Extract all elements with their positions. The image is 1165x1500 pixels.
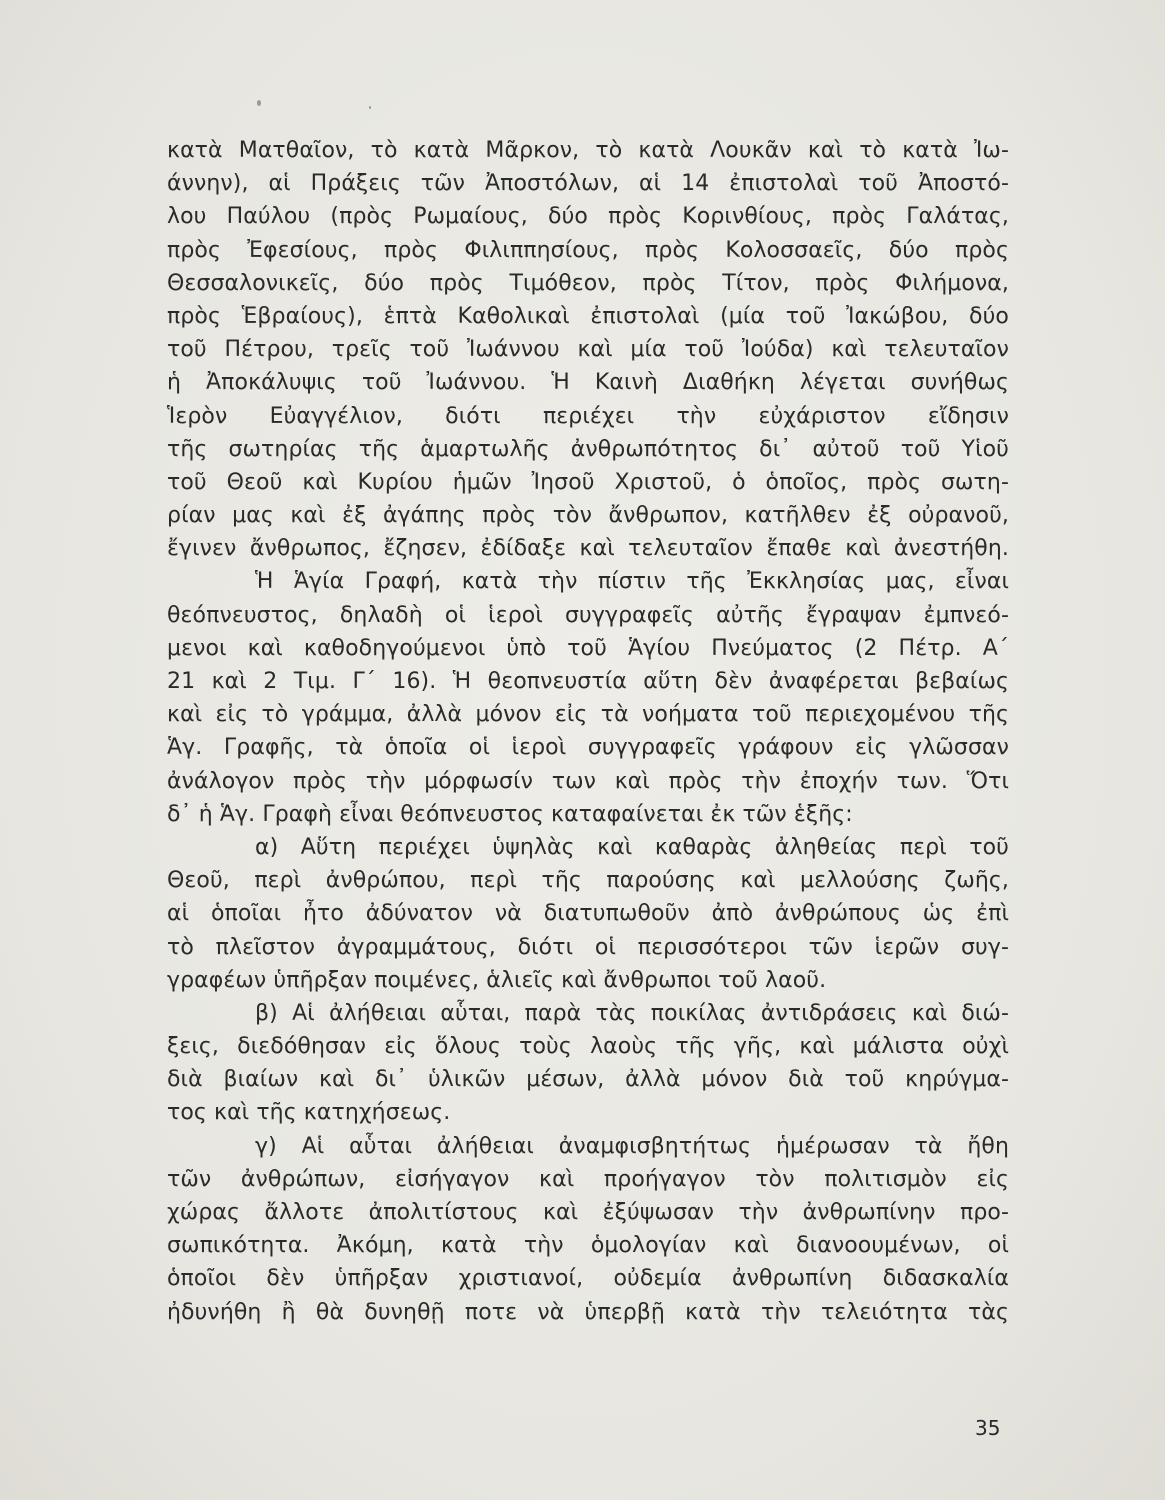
text-line: ἡ Ἀποκάλυψις τοῦ Ἰωάννου. Ἡ Καινὴ Διαθήκη λέγεται συνήθως — [167, 370, 1009, 396]
text-line: θεόπνευστος, δηλαδὴ οἱ ἱεροὶ συγγραφεῖς αὐτῆς ἔγραψαν ἐμπνεό- — [167, 602, 1009, 628]
text-line: ὁποῖοι δὲν ὑπῆρξαν χριστιανοί, οὐδεμία ἀνθρωπίνη διδασκαλία — [167, 1266, 1009, 1292]
text-line: σωπικότητα. Ἀκόμη, κατὰ τὴν ὁμολογίαν καὶ διανοουμένων, οἱ — [167, 1233, 1009, 1259]
text-line: Θεσσαλονικεῖς, δύο πρὸς Τιμόθεον, πρὸς Τίτον, πρὸς Φιλήμονα, — [167, 270, 1009, 296]
text-line: ἀνάλογον πρὸς τὴν μόρφωσίν των καὶ πρὸς τὴν ἐποχήν των. Ὅτι — [167, 768, 1009, 794]
text-line: ἠδυνήθη ἢ θὰ δυνηθῇ ποτε νὰ ὑπερβῇ κατὰ τὴν τελειότητα τὰς — [167, 1299, 1009, 1325]
text-line: Θεοῦ, περὶ ἀνθρώπου, περὶ τῆς παρούσης καὶ μελλούσης ζωῆς, — [167, 868, 1009, 894]
scan-speck — [369, 106, 371, 109]
text-line: πρὸς Ἐφεσίους, πρὸς Φιλιππησίους, πρὸς Κολοσσαεῖς, δύο πρὸς — [167, 237, 1009, 263]
text-line: τοῦ Θεοῦ καὶ Κυρίου ἡμῶν Ἰησοῦ Χριστοῦ, ὁ ὁποῖος, πρὸς σωτη- — [167, 469, 1009, 495]
text-line: διὰ βιαίων καὶ δι᾽ ὑλικῶν μέσων, ἀλλὰ μόνον διὰ τοῦ κηρύγμα- — [167, 1067, 1009, 1093]
text-line: γ) Αἱ αὗται ἀλήθειαι ἀναμφισβητήτως ἡμέρωσαν τὰ ἤθη — [255, 1133, 1009, 1159]
text-line: πρὸς Ἑβραίους), ἑπτὰ Καθολικαὶ ἐπιστολαὶ (μία τοῦ Ἰακώβου, δύο — [167, 303, 1009, 329]
text-line: δ᾽ ἡ Ἁγ. Γραφὴ εἶναι θεόπνευστος καταφαίνεται ἐκ τῶν ἑξῆς: — [167, 801, 853, 827]
text-line: Ἡ Ἁγία Γραφή, κατὰ τὴν πίστιν τῆς Ἐκκλησίας μας, εἶναι — [255, 569, 1009, 595]
body-text — [167, 134, 1009, 1329]
text-line: τῶν ἀνθρώπων, εἰσήγαγον καὶ προήγαγον τὸν πολιτισμὸν εἰς — [167, 1166, 1009, 1192]
text-line: αἱ ὁποῖαι ἦτο ἀδύνατον νὰ διατυπωθοῦν ἀπὸ ἀνθρώπους ὡς ἐπὶ — [167, 901, 1009, 927]
text-line: τῆς σωτηρίας τῆς ἁμαρτωλῆς ἀνθρωπότητος δι᾽ αὐτοῦ τοῦ Υἱοῦ — [167, 436, 1009, 462]
text-line: ξεις, διεδόθησαν εἰς ὅλους τοὺς λαοὺς τῆς γῆς, καὶ μάλιστα οὐχὶ — [167, 1034, 1009, 1060]
text-line: 21 καὶ 2 Τιμ. Γ´ 16). Ἡ θεοπνευστία αὕτη δὲν ἀναφέρεται βεβαίως — [167, 669, 1009, 694]
scan-speck — [257, 100, 261, 106]
text-line: τος καὶ τῆς κατηχήσεως. — [167, 1100, 451, 1126]
text-line: μενοι καὶ καθοδηγούμενοι ὑπὸ τοῦ Ἁγίου Πνεύματος (2 Πέτρ. Α´ — [167, 635, 1009, 661]
page-number: 35 — [975, 1416, 1001, 1440]
text-line: τοῦ Πέτρου, τρεῖς τοῦ Ἰωάννου καὶ μία τοῦ Ἰούδα) καὶ τελευταῖον — [167, 337, 1009, 363]
text-line: ἔγινεν ἄνθρωπος, ἔζησεν, ἐδίδαξε καὶ τελευταῖον ἔπαθε καὶ ἀνεστήθη. — [167, 536, 1009, 562]
text-line: λου Παύλου (πρὸς Ρωμαίους, δύο πρὸς Κορινθίους, πρὸς Γαλάτας, — [167, 204, 1009, 230]
text-line: Ἁγ. Γραφῆς, τὰ ὁποῖα οἱ ἱεροὶ συγγραφεῖς γράφουν εἰς γλῶσσαν — [167, 735, 1009, 761]
text-line: τὸ πλεῖστον ἀγραμμάτους, διότι οἱ περισσότεροι τῶν ἱερῶν συγ- — [167, 934, 1009, 960]
text-line: α) Αὕτη περιέχει ὑψηλὰς καὶ καθαρὰς ἀληθείας περὶ τοῦ — [255, 834, 1009, 860]
text-line: ρίαν μας καὶ ἐξ ἀγάπης πρὸς τὸν ἄνθρωπον, κατῆλθεν ἐξ οὐρανοῦ, — [167, 503, 1009, 529]
text-line: β) Αἱ ἀλήθειαι αὗται, παρὰ τὰς ποικίλας ἀντιδράσεις καὶ διώ- — [255, 1000, 1009, 1026]
text-line: Ἱερὸν Εὐαγγέλιον, διότι περιέχει τὴν εὐχάριστον εἴδησιν — [167, 403, 1009, 429]
text-line: κατὰ Ματθαῖον, τὸ κατὰ Μᾶρκον, τὸ κατὰ Λουκᾶν καὶ τὸ κατὰ Ἰω- — [167, 138, 1009, 163]
text-line: γραφέων ὑπῆρξαν ποιμένες, ἁλιεῖς καὶ ἄνθρωποι τοῦ λαοῦ. — [167, 967, 827, 993]
text-line: χώρας ἄλλοτε ἀπολιτίστους καὶ ἐξύψωσαν τὴν ἀνθρωπίνην προ- — [167, 1200, 1009, 1225]
text-line: άννην), αἱ Πράξεις τῶν Ἀποστόλων, αἱ 14 ἐπιστολαὶ τοῦ Ἀποστό- — [167, 171, 1009, 197]
text-line: καὶ εἰς τὸ γράμμα, ἀλλὰ μόνον εἰς τὰ νοήματα τοῦ περιεχομένου τῆς — [167, 702, 1009, 728]
